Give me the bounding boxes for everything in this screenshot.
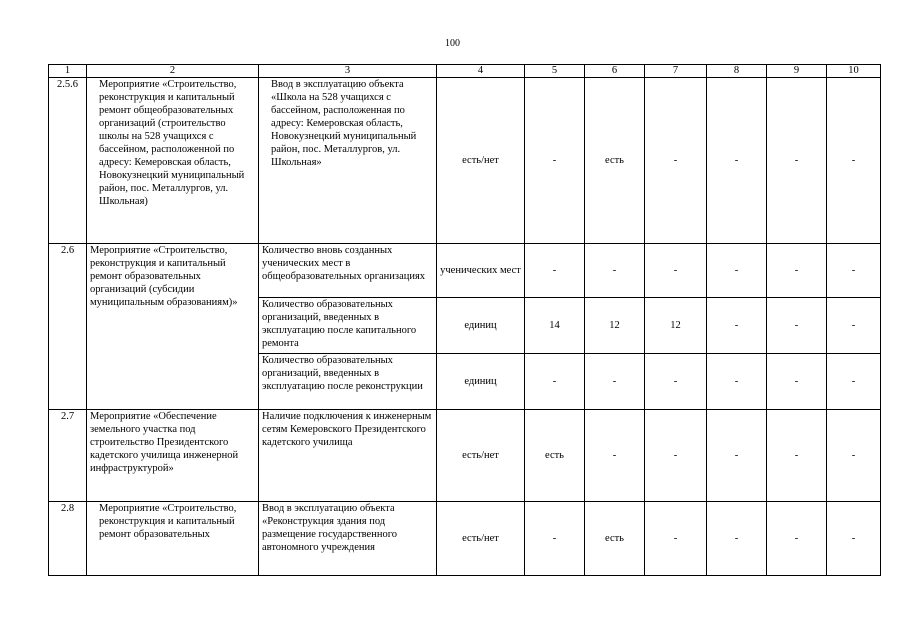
value-cell: -: [767, 298, 827, 354]
header-cell: 9: [767, 65, 827, 78]
value-cell: -: [707, 354, 767, 410]
indicator-cell: Наличие подключения к инженерным сетям Кемеровского Президентского кадетского училища: [259, 410, 437, 502]
value-cell: -: [767, 354, 827, 410]
header-cell: 1: [49, 65, 87, 78]
indicator-cell: Количество вновь созданных ученических мест в общеобразовательных организациях: [259, 244, 437, 298]
value-cell: -: [645, 410, 707, 502]
value-cell: -: [707, 410, 767, 502]
activity-cell: Мероприятие «Строительство, реконструкция и капитальный ремонт общеобразовательных организаций (строительство школы на 528 учащихся с бассейном, расположенной по адресу: Кемеровская область, Новокузнецкий муниципальный район, пос. Металлургов, ул. Школьная): [87, 78, 259, 244]
page-number: 100: [445, 38, 460, 49]
value-cell: есть: [525, 410, 585, 502]
indicator-cell: Количество образовательных организаций, введенных в эксплуатацию после капитального ремонта: [259, 298, 437, 354]
table-row: [49, 502, 881, 576]
value-cell: -: [827, 354, 881, 410]
value-cell: 12: [585, 298, 645, 354]
value-cell: -: [827, 78, 881, 244]
value-cell: -: [525, 78, 585, 244]
header-cell: 5: [525, 65, 585, 78]
unit-cell: есть/нет: [437, 410, 525, 502]
header-cell: 10: [827, 65, 881, 78]
value-cell: -: [767, 502, 827, 576]
value-cell: -: [585, 244, 645, 298]
unit-cell: ученических мест: [437, 244, 525, 298]
row-number: 2.5.6: [49, 78, 87, 244]
value-cell: -: [707, 244, 767, 298]
value-cell: -: [525, 244, 585, 298]
row-number: 2.8: [49, 502, 87, 576]
unit-cell: есть/нет: [437, 78, 525, 244]
value-cell: -: [585, 410, 645, 502]
value-cell: -: [827, 298, 881, 354]
header-cell: 8: [707, 65, 767, 78]
value-cell: есть: [585, 502, 645, 576]
activity-cell: Мероприятие «Обеспечение земельного участка под строительство Президентского кадетского училища инженерной инфраструктурой»: [87, 410, 259, 502]
table-row: [49, 78, 881, 244]
header-cell: 6: [585, 65, 645, 78]
value-cell: -: [645, 502, 707, 576]
value-cell: 14: [525, 298, 585, 354]
value-cell: -: [645, 244, 707, 298]
value-cell: есть: [585, 78, 645, 244]
table-row: [49, 410, 881, 502]
unit-cell: есть/нет: [437, 502, 525, 576]
row-number: 2.7: [49, 410, 87, 502]
header-cell: 3: [259, 65, 437, 78]
value-cell: -: [767, 244, 827, 298]
header-cell: 7: [645, 65, 707, 78]
indicator-cell: Количество образовательных организаций, введенных в эксплуатацию после реконструкции: [259, 354, 437, 410]
indicator-cell: Ввод в эксплуатацию объекта «Реконструкция здания под размещение государственного автономного учреждения: [259, 502, 437, 576]
activity-cell: Мероприятие «Строительство, реконструкция и капитальный ремонт образовательных организаций (субсидии муниципальным образованиям)»: [87, 244, 259, 410]
row-number: 2.6: [49, 244, 87, 410]
value-cell: -: [585, 354, 645, 410]
unit-cell: единиц: [437, 354, 525, 410]
header-cell: 4: [437, 65, 525, 78]
program-indicators-table: [48, 64, 881, 576]
header-cell: 2: [87, 65, 259, 78]
value-cell: -: [645, 78, 707, 244]
value-cell: -: [767, 78, 827, 244]
table-row: [49, 244, 881, 298]
activity-cell: Мероприятие «Строительство, реконструкция и капитальный ремонт образовательных: [87, 502, 259, 576]
value-cell: -: [707, 298, 767, 354]
value-cell: -: [827, 410, 881, 502]
value-cell: -: [525, 502, 585, 576]
value-cell: -: [707, 502, 767, 576]
value-cell: -: [827, 502, 881, 576]
value-cell: -: [525, 354, 585, 410]
unit-cell: единиц: [437, 298, 525, 354]
value-cell: 12: [645, 298, 707, 354]
value-cell: -: [645, 354, 707, 410]
value-cell: -: [767, 410, 827, 502]
indicator-cell: Ввод в эксплуатацию объекта «Школа на 528 учащихся с бассейном, расположенная по адресу: Кемеровская область, Новокузнецкий муниципальный район, пос. Металлургов, ул. Школьная»: [259, 78, 437, 244]
value-cell: -: [827, 244, 881, 298]
value-cell: -: [707, 78, 767, 244]
header-row: [49, 65, 881, 78]
